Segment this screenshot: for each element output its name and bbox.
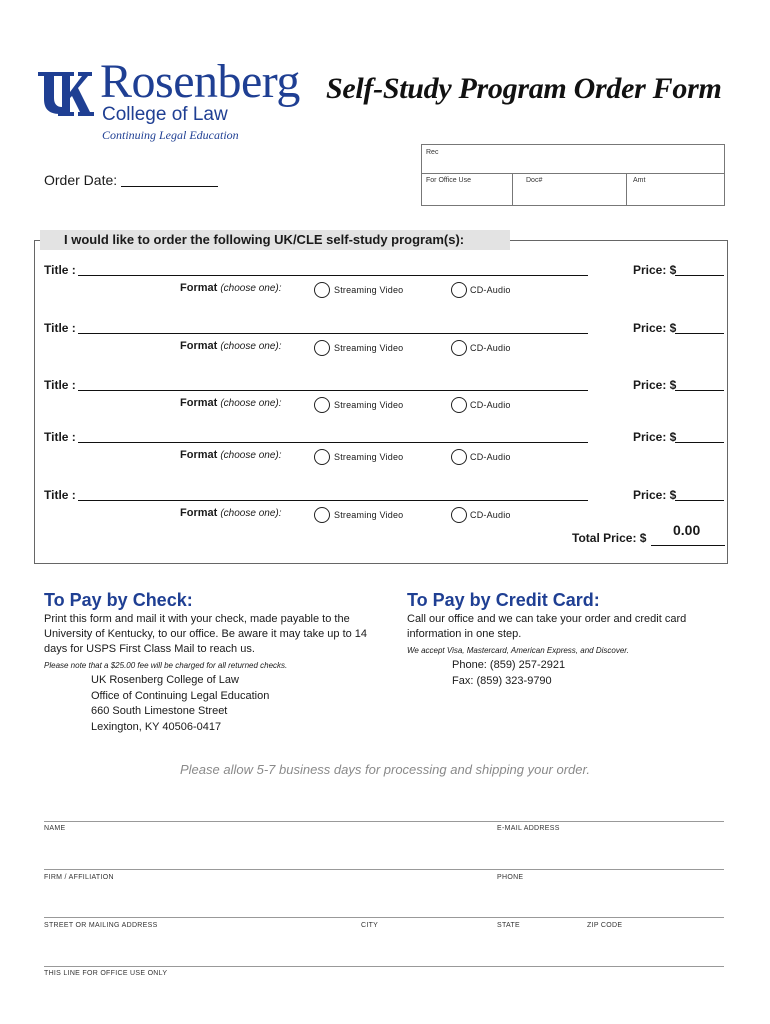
format-label: [180, 397, 282, 409]
format-hint: (choose one):: [220, 450, 282, 461]
format-hint: (choose one):: [220, 283, 282, 294]
price-input[interactable]: [675, 333, 724, 334]
title-input[interactable]: [78, 442, 588, 443]
state-label: STATE: [497, 922, 521, 929]
brand-cle: Continuing Legal Education: [102, 128, 239, 142]
doc-label: Doc#: [526, 177, 543, 184]
brand-subtitle: College of Law: [102, 104, 228, 125]
address-line: 660 South Limestone Street: [91, 705, 228, 717]
for-office-use-label: For Office Use: [426, 177, 471, 184]
streaming-video-option: Streaming Video: [334, 343, 404, 353]
amt-cell: [627, 174, 724, 205]
format-hint: (choose one):: [220, 398, 282, 409]
format-label: [180, 507, 282, 519]
cd-audio-radio[interactable]: [451, 507, 467, 523]
format-label: [180, 340, 282, 352]
total-price-label: Total Price: $: [572, 531, 647, 545]
firm-phone-line[interactable]: [44, 869, 724, 870]
cd-audio-option: CD-Audio: [470, 285, 511, 295]
price-input[interactable]: [675, 390, 724, 391]
format-label-text: Format: [180, 340, 218, 352]
streaming-video-radio[interactable]: [314, 282, 330, 298]
price-input[interactable]: [675, 442, 724, 443]
format-hint: (choose one):: [220, 508, 282, 519]
rec-label: Rec: [426, 149, 439, 156]
format-label-text: Format: [180, 507, 218, 519]
cd-audio-option: CD-Audio: [470, 510, 511, 520]
streaming-video-option: Streaming Video: [334, 452, 404, 462]
format-label: [180, 282, 282, 294]
format-label-text: Format: [180, 449, 218, 461]
page-title: Self-Study Program Order Form: [326, 72, 722, 105]
address-line: UK Rosenberg College of Law: [91, 674, 239, 686]
phone-number: Phone: (859) 257-2921: [452, 659, 566, 671]
cd-audio-radio[interactable]: [451, 449, 467, 465]
address-line: Office of Continuing Legal Education: [91, 689, 270, 702]
check-note: Please note that a $25.00 fee will be charged for all returned checks.: [44, 661, 288, 670]
total-price-value: 0.00: [673, 522, 701, 538]
city-label: CITY: [361, 922, 379, 929]
title-label: Title :: [44, 263, 76, 277]
streaming-video-option: Streaming Video: [334, 400, 404, 410]
firm-label: FIRM / AFFILIATION: [44, 874, 114, 881]
price-input[interactable]: [675, 275, 724, 276]
processing-note: Please allow 5-7 business days for processing and shipping your order.: [180, 762, 590, 777]
cd-audio-option: CD-Audio: [470, 400, 511, 410]
doc-cell: [513, 174, 627, 205]
format-label-text: Format: [180, 282, 218, 294]
cd-audio-radio[interactable]: [451, 397, 467, 413]
format-hint: (choose one):: [220, 341, 282, 352]
title-input[interactable]: [78, 333, 588, 334]
cd-audio-option: CD-Audio: [470, 452, 511, 462]
streaming-video-radio[interactable]: [314, 507, 330, 523]
streaming-video-radio[interactable]: [314, 340, 330, 356]
streaming-video-option: Streaming Video: [334, 285, 404, 295]
street-label: STREET OR MAILING ADDRESS: [44, 922, 158, 929]
card-heading: To Pay by Credit Card:: [407, 590, 600, 610]
title-input[interactable]: [78, 390, 588, 391]
price-label: Price: $: [633, 378, 677, 392]
title-label: Title :: [44, 378, 76, 392]
title-input[interactable]: [78, 500, 588, 501]
streaming-video-radio[interactable]: [314, 449, 330, 465]
format-label: [180, 449, 282, 461]
streaming-video-option: Streaming Video: [334, 510, 404, 520]
streaming-video-radio[interactable]: [314, 397, 330, 413]
cd-audio-radio[interactable]: [451, 282, 467, 298]
fax-number: Fax: (859) 323-9790: [452, 675, 552, 687]
office-only-line: [44, 966, 724, 967]
email-label: E-MAIL ADDRESS: [497, 825, 560, 832]
total-price-line: [651, 545, 725, 546]
address-line: Lexington, KY 40506-0417: [91, 720, 222, 733]
check-heading: To Pay by Check:: [44, 590, 193, 610]
check-text: Print this form and mail it with your check, made payable to the University of Kentucky, to our office. Be aware it may take up to 14 days for USPS First Class Mail to reach us.: [44, 613, 368, 655]
brand-name: Rosenberg: [100, 55, 300, 108]
order-date-field[interactable]: [121, 186, 218, 187]
office-use-box: [421, 144, 725, 206]
price-label: Price: $: [633, 488, 677, 502]
name-email-line[interactable]: [44, 821, 724, 822]
cd-audio-radio[interactable]: [451, 340, 467, 356]
title-label: Title :: [44, 488, 76, 502]
title-label: Title :: [44, 321, 76, 335]
programs-heading-text: I would like to order the following UK/CLE self-study program(s):: [64, 232, 465, 247]
amt-label: Amt: [633, 177, 646, 184]
programs-heading: [40, 230, 510, 250]
card-text: Call our office and we can take your order and credit card information in one step.: [407, 613, 687, 640]
logo: [36, 55, 311, 142]
name-label: NAME: [44, 825, 66, 832]
zip-label: ZIP CODE: [587, 922, 623, 929]
office-only-label: THIS LINE FOR OFFICE USE ONLY: [44, 970, 168, 977]
price-label: Price: $: [633, 263, 677, 277]
rec-cell: [422, 145, 724, 174]
price-label: Price: $: [633, 430, 677, 444]
title-label: Title :: [44, 430, 76, 444]
card-note: We accept Visa, Mastercard, American Express, and Discover.: [407, 646, 629, 655]
mailing-address: [91, 673, 269, 735]
order-date-label: Order Date:: [44, 172, 118, 188]
uk-logo-icon: [36, 66, 96, 122]
cd-audio-option: CD-Audio: [470, 343, 511, 353]
price-input[interactable]: [675, 500, 724, 501]
title-input[interactable]: [78, 275, 588, 276]
phone-label: PHONE: [497, 874, 524, 881]
price-label: Price: $: [633, 321, 677, 335]
office-use-cell: [422, 174, 513, 205]
address-line-field[interactable]: [44, 917, 724, 918]
format-label-text: Format: [180, 397, 218, 409]
